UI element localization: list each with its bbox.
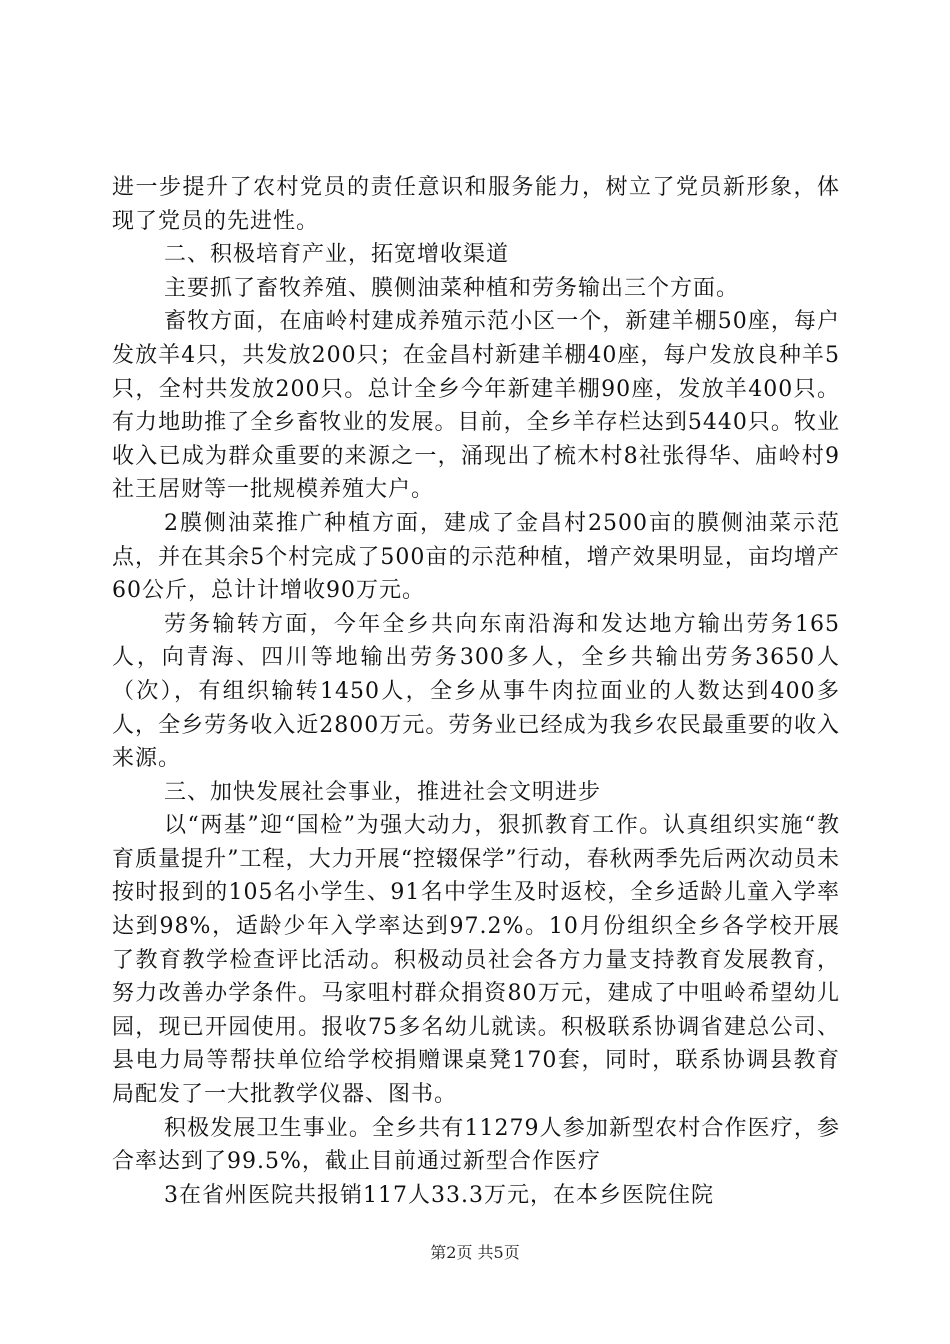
paragraph-reimbursement: 3在省州医院共报销117人33.3万元，在本乡医院住院: [164, 1182, 714, 1208]
paragraph-labor: 劳务输转方面，今年全乡共向东南沿海和发达地方输出劳务165人，向青海、四川等地输出劳务300多人，全乡共输出劳务3650人（次），有组织输转1450人，全乡从事牛肉拉面业的人数达到400多人，全乡劳务收入近2800万元。劳务业已经成为我乡农民最重要的收入来源。: [112, 611, 840, 772]
paragraph-education: 以“两基”迎“国检”为强大动力，狠抓教育工作。认真组织实施“教育质量提升”工程，大力开展“控辍保学”行动，春秋两季先后两次动员未按时报到的105名小学生、91名中学生及时返校，全乡适龄儿童入学率达到98%，适龄少年入学率达到97.2%。10月份组织全乡各学校开展了教育教学检查评比活动。积极动员社会各方力量支持教育发展教育，努力改善办学条件。马家咀村群众捐资80万元，建成了中咀岭希望幼儿园，现已开园使用。报收75多名幼儿就读。积极联系协调省建总公司、县电力局等帮扶单位给学校捐赠课桌凳170套，同时，联系协调县教育局配发了一大批教学仪器、图书。: [112, 813, 840, 1108]
document-body: [112, 171, 840, 1212]
section-heading-3: 三、加快发展社会事业，推进社会文明进步: [164, 779, 602, 805]
section-heading-2: 二、积极培育产业，拓宽增收渠道: [164, 242, 510, 268]
paragraph-1: 进一步提升了农村党员的责任意识和服务能力，树立了党员新形象，体现了党员的先进性。: [112, 175, 840, 234]
paragraph-overview: 主要抓了畜牧养殖、膜侧油菜种植和劳务输出三个方面。: [164, 275, 740, 301]
paragraph-rapeseed: 2膜侧油菜推广种植方面，建成了金昌村2500亩的膜侧油菜示范点，并在其余5个村完成了500亩的示范种植，增产效果明显，亩均增产60公斤，总计计增收90万元。: [112, 510, 840, 604]
paragraph-livestock: 畜牧方面，在庙岭村建成养殖示范小区一个，新建羊棚50座，每户发放羊4只，共发放200只；在金昌村新建羊棚40座，每户发放良种羊5只，全村共发放200只。总计全乡今年新建羊棚90座，发放羊400只。有力地助推了全乡畜牧业的发展。目前，全乡羊存栏达到5440只。牧业收入已成为群众重要的来源之一，涌现出了梳木村8社张得华、庙岭村9社王居财等一批规模养殖大户。: [112, 309, 840, 503]
paragraph-health: 积极发展卫生事业。全乡共有11279人参加新型农村合作医疗，参合率达到了99.5%，截止目前通过新型合作医疗: [112, 1115, 840, 1175]
page-footer: 第2页 共5页: [430, 1243, 520, 1262]
